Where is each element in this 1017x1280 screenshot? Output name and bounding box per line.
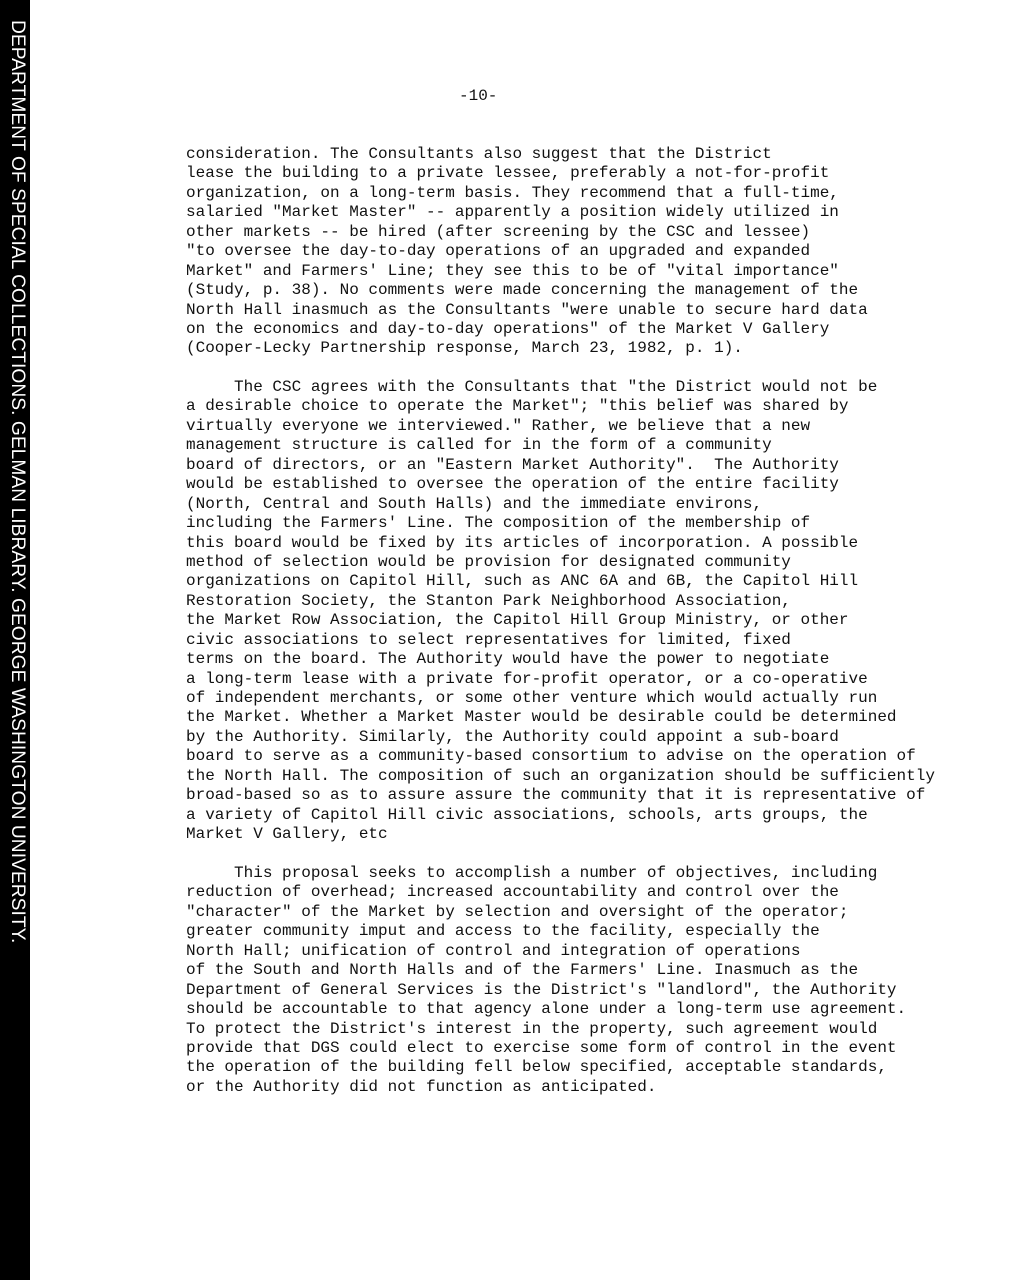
text-line: should be accountable to that agency alone under a long-term use agreement.	[186, 1000, 907, 1019]
text-line: civic associations to select representatives for limited, fixed	[186, 630, 791, 649]
text-line: the Market Row Association, the Capitol Hill Group Ministry, or other	[186, 611, 849, 630]
text-line: (Cooper-Lecky Partnership response, March 23, 1982, p. 1).	[186, 339, 743, 358]
text-line: salaried "Market Master" -- apparently a position widely utilized in	[186, 203, 839, 222]
text-line: North Hall inasmuch as the Consultants "were unable to secure hard data	[186, 300, 868, 319]
text-line: broad-based so as to assure assure the community that it is representative of	[186, 786, 926, 805]
text-line: lease the building to a private lessee, preferably a not-for-profit	[186, 164, 830, 183]
text-line: management structure is called for in the form of a community	[186, 436, 772, 455]
text-line: by the Authority. Similarly, the Authority could appoint a sub-board	[186, 727, 839, 746]
text-line: This proposal seeks to accomplish a number of objectives, including	[186, 864, 878, 882]
text-line: board to serve as a community-based consortium to advise on the operation of	[186, 747, 916, 766]
text-line: The CSC agrees with the Consultants that "the District would not be	[186, 378, 878, 396]
paragraph-1	[186, 145, 868, 359]
text-line: provide that DGS could elect to exercise some form of control in the event	[186, 1038, 897, 1057]
text-line: board of directors, or an "Eastern Market Authority". The Authority	[186, 455, 839, 474]
text-line: the Market. Whether a Market Master would be desirable could be determined	[186, 708, 897, 727]
text-line: organizations on Capitol Hill, such as ANC 6A and 6B, the Capitol Hill	[186, 572, 859, 591]
text-line: reduction of overhead; increased accountability and control over the	[186, 883, 839, 902]
text-line: including the Farmers' Line. The composition of the membership of	[186, 514, 811, 533]
text-line: or the Authority did not function as anticipated.	[186, 1077, 657, 1096]
text-line: of independent merchants, or some other venture which would actually run	[186, 689, 878, 707]
text-line: (Study, p. 38). No comments were made concerning the management of the	[186, 281, 859, 300]
page-number: -10-	[459, 87, 498, 105]
text-line: (North, Central and South Halls) and the immediate environs,	[186, 494, 763, 513]
text-line: on the economics and day-to-day operations" of the Market V Gallery	[186, 319, 830, 338]
text-line: Restoration Society, the Stanton Park Neighborhood Association,	[186, 591, 791, 610]
paragraph-2	[186, 378, 935, 845]
text-line: "character" of the Market by selection and oversight of the operator;	[186, 902, 849, 921]
text-line: other markets -- be hired (after screening by the CSC and lessee)	[186, 222, 811, 241]
text-line: To protect the District's interest in the property, such agreement would	[186, 1019, 878, 1038]
text-line: a variety of Capitol Hill civic associations, schools, arts groups, the	[186, 805, 868, 824]
text-line: the North Hall. The composition of such an organization should be sufficiently	[186, 766, 935, 785]
paragraph-3	[186, 864, 906, 1097]
text-line: North Hall; unification of control and integration of operations	[186, 941, 801, 960]
text-line: "to oversee the day-to-day operations of an upgraded and expanded	[186, 242, 811, 261]
text-line: Market" and Farmers' Line; they see this to be of "vital importance"	[186, 261, 839, 280]
text-line: consideration. The Consultants also suggest that the District	[186, 145, 772, 163]
text-line: method of selection would be provision for designated community	[186, 552, 791, 571]
archive-credit-text: DEPARTMENT OF SPECIAL COLLECTIONS. GELMAN LIBRARY. GEORGE WASHINGTON UNIVERSITY.	[7, 20, 28, 944]
text-line: greater community imput and access to the facility, especially the	[186, 922, 820, 941]
text-line: terms on the board. The Authority would have the power to negotiate	[186, 650, 830, 669]
text-line: Department of General Services is the District's "landlord", the Authority	[186, 980, 897, 999]
text-line: would be established to oversee the operation of the entire facility	[186, 475, 839, 494]
text-line: a long-term lease with a private for-profit operator, or a co-operative	[186, 669, 868, 688]
text-line: Market V Gallery, etc	[186, 825, 388, 844]
text-line: a desirable choice to operate the Market"; "this belief was shared by	[186, 397, 849, 416]
text-line: this board would be fixed by its articles of incorporation. A possible	[186, 533, 859, 552]
text-line: of the South and North Halls and of the Farmers' Line. Inasmuch as the	[186, 961, 859, 980]
text-line: the operation of the building fell below specified, acceptable standards,	[186, 1058, 887, 1077]
archive-sidebar	[0, 0, 30, 1280]
text-line: organization, on a long-term basis. They recommend that a full-time,	[186, 183, 839, 202]
text-line: virtually everyone we interviewed." Rather, we believe that a new	[186, 416, 811, 435]
